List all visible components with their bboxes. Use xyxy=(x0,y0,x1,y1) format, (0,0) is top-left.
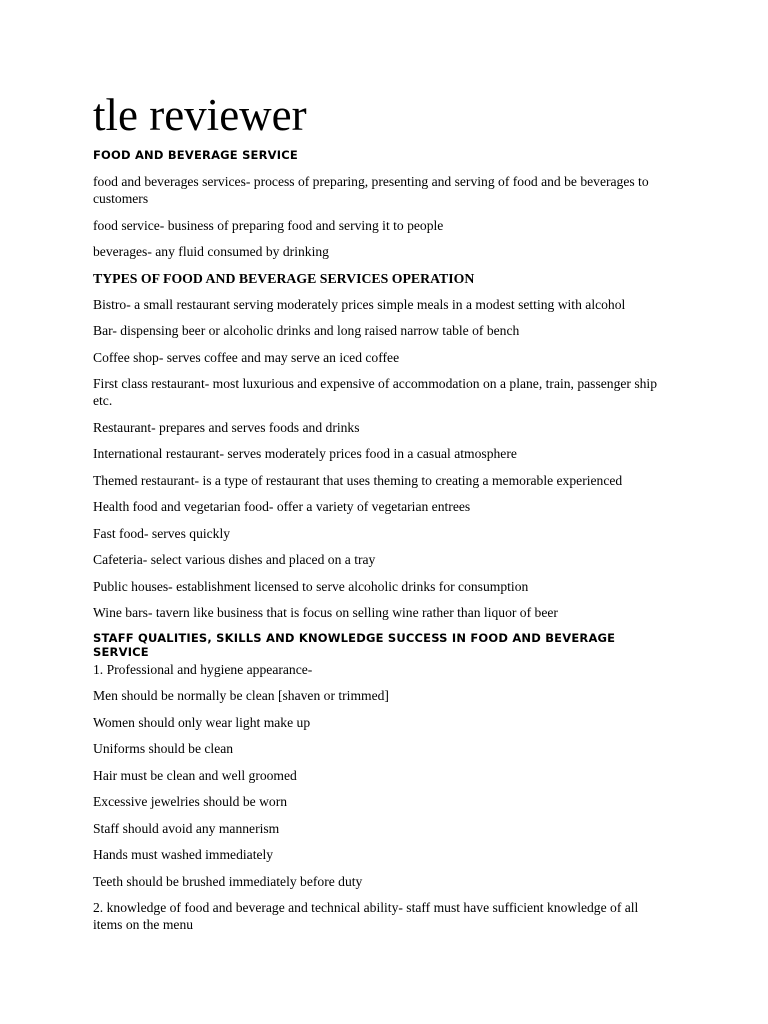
section-heading-types-of-operations: TYPES OF FOOD AND BEVERAGE SERVICES OPERATION xyxy=(93,270,475,286)
paragraph: Women should only wear light make up xyxy=(93,714,311,730)
paragraph: Health food and vegetarian food- offer a variety of vegetarian entrees xyxy=(93,499,471,514)
paragraph: Cafeteria- select various dishes and placed on a tray xyxy=(93,552,376,567)
paragraph: Coffee shop- serves coffee and may serve an iced coffee xyxy=(93,349,400,365)
paragraph: Themed restaurant- is a type of restaurant that uses theming to creating a memorable experienced xyxy=(93,472,623,488)
paragraph: food and beverages services- process of preparing, presenting and serving of food and be beverages to customers xyxy=(93,174,649,206)
paragraph: Restaurant- prepares and serves foods and drinks xyxy=(93,419,360,435)
section-heading-staff-qualities: STAFF QUALITIES, SKILLS AND KNOWLEDGE SUCCESS IN FOOD AND BEVERAGE SERVICE xyxy=(93,630,616,659)
paragraph: food service- business of preparing food and serving it to people xyxy=(93,217,444,233)
paragraph: International restaurant- serves moderately prices food in a casual atmosphere xyxy=(93,446,517,461)
paragraph: Men should be normally be clean [shaven or trimmed] xyxy=(93,688,389,703)
paragraph: Excessive jewelries should be worn xyxy=(93,794,288,809)
paragraph: beverages- any fluid consumed by drinking xyxy=(93,244,329,259)
paragraph: Teeth should be brushed immediately before duty xyxy=(93,873,363,889)
section-heading-food-beverage-service: FOOD AND BEVERAGE SERVICE xyxy=(93,148,298,162)
paragraph: Fast food- serves quickly xyxy=(93,525,231,541)
paragraph: Hands must washed immediately xyxy=(93,847,274,862)
paragraph: 2. knowledge of food and beverage and technical ability- staff must have sufficient knowledge of all items on the menu xyxy=(93,900,639,932)
paragraph: Bistro- a small restaurant serving moderately prices simple meals in a modest setting with alcohol xyxy=(93,296,626,312)
paragraph: Bar- dispensing beer or alcoholic drinks and long raised narrow table of bench xyxy=(93,323,520,338)
document-page xyxy=(93,88,668,943)
paragraph: Staff should avoid any mannerism xyxy=(93,820,280,836)
paragraph: Wine bars- tavern like business that is focus on selling wine rather than liquor of beer xyxy=(93,605,558,620)
paragraph: Hair must be clean and well groomed xyxy=(93,767,297,783)
paragraph: Uniforms should be clean xyxy=(93,741,234,756)
paragraph: 1. Professional and hygiene appearance- xyxy=(93,661,313,677)
document-title: tle reviewer xyxy=(93,90,307,140)
paragraph: First class restaurant- most luxurious and expensive of accommodation on a plane, train, passenger ship etc. xyxy=(93,376,658,408)
paragraph: Public houses- establishment licensed to serve alcoholic drinks for consumption xyxy=(93,578,529,594)
